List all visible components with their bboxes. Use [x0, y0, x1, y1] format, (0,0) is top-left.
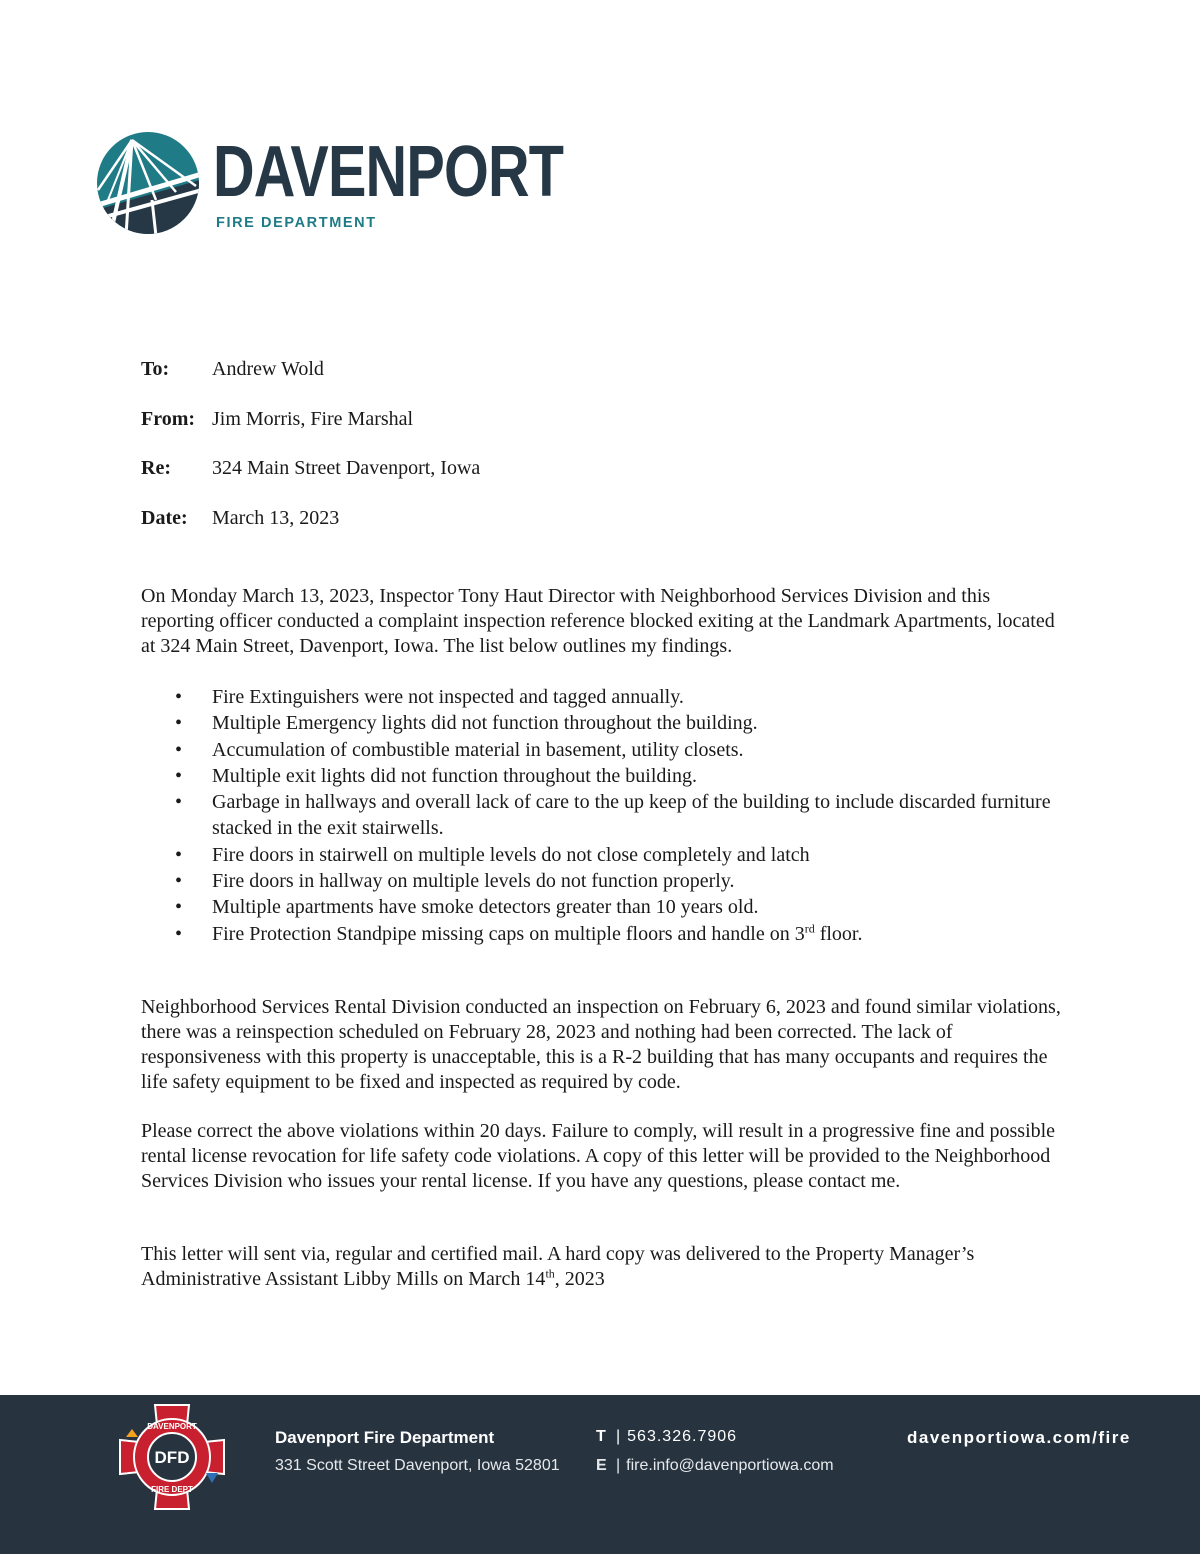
- footer-org-name: Davenport Fire Department: [275, 1428, 495, 1447]
- intro-paragraph: On Monday March 13, 2023, Inspector Tony Haut Director with Neighborhood Services Division and this reporting officer conducted a complaint inspection reference blocked exiting at the Landmark Apartments, located at 324 Main Street, Davenport, Iowa. The list below outlines my findings.: [141, 585, 1055, 657]
- ordinal-suffix: rd: [804, 921, 815, 936]
- badge-top-text: DAVENPORT: [147, 1422, 197, 1431]
- delivery-text-end: , 2023: [554, 1268, 605, 1290]
- memo-date-label: Date:: [141, 506, 188, 529]
- memo-header: [141, 358, 480, 556]
- letterhead-footer: [0, 1395, 1200, 1554]
- delivery-paragraph: [141, 1242, 1066, 1292]
- memo-re-label: Re:: [141, 457, 171, 479]
- department-logo: [96, 130, 564, 240]
- footer-email: [596, 1457, 834, 1475]
- rental-division-paragraph: Neighborhood Services Rental Division conducted an inspection on February 6, 2023 and found similar violations, there was a reinspection scheduled on February 28, 2023 and nothing had been corrected. The lack of responsiveness with this property is unacceptable, this is a R-2 building that has many occupants and requires the life safety equipment to be fixed and inspected as required by code.: [141, 996, 1061, 1093]
- list-item: • Garbage in hallways and overall lack of care to the up keep of the building to include discarded furniture stacked in the exit stairwells.: [141, 789, 1066, 842]
- list-item: • Fire Extinguishers were not inspected and tagged annually.: [141, 684, 1066, 710]
- memo-from-value: Jim Morris, Fire Marshal: [212, 407, 414, 430]
- list-item: • Multiple apartments have smoke detectors greater than 10 years old.: [141, 894, 1066, 920]
- phone-value: 563.326.7906: [627, 1428, 738, 1445]
- divider: |: [616, 1428, 622, 1445]
- standpipe-text: Fire Protection Standpipe missing caps on multiple floors and handle on 3: [212, 922, 805, 945]
- memo-re-value: 324 Main Street Davenport, Iowa: [212, 457, 481, 479]
- phone-label: T: [596, 1428, 607, 1445]
- standpipe-text-end: floor.: [814, 922, 863, 945]
- correction-notice-paragraph: Please correct the above violations within 20 days. Failure to comply, will result in a progressive fine and possible rental license revocation for life safety code violations. A copy of this letter will be provided to the Neighborhood Services Division who issues your rental license. If you have any questions, please contact me.: [141, 1120, 1056, 1192]
- memo-from-row: [141, 408, 480, 458]
- delivery-text: This letter will sent via, regular and certified mail. A hard copy was delivered to the Property Manager’s Administrative Assistant Libby Mills on March 14: [141, 1243, 975, 1290]
- list-item: • Multiple exit lights did not function throughout the building.: [141, 763, 1066, 789]
- memo-to-value: Andrew Wold: [212, 358, 324, 380]
- list-item: • Fire doors in stairwell on multiple levels do not close completely and latch: [141, 842, 1066, 868]
- footer-phone: [596, 1428, 737, 1446]
- ordinal-suffix: th: [545, 1266, 555, 1281]
- findings-list: [141, 684, 1066, 947]
- email-value: fire.info@davenportiowa.com: [626, 1457, 834, 1474]
- list-item: • Fire doors in hallway on multiple levels do not function properly.: [141, 868, 1066, 894]
- list-item: • Accumulation of combustible material in basement, utility closets.: [141, 737, 1066, 763]
- logo-subtitle: FIRE DEPARTMENT: [216, 215, 377, 231]
- divider: |: [616, 1457, 621, 1474]
- list-item: • Multiple Emergency lights did not function throughout the building.: [141, 710, 1066, 736]
- badge-bottom-text: FIRE DEPT: [151, 1485, 193, 1494]
- memo-re-row: [141, 457, 480, 507]
- memo-to-label: To:: [141, 358, 170, 380]
- badge-center-text: DFD: [154, 1448, 190, 1467]
- email-label: E: [596, 1457, 607, 1474]
- bridge-emblem-icon: [96, 130, 200, 236]
- memo-date-row: [141, 507, 480, 557]
- footer-address: 331 Scott Street Davenport, Iowa 52801: [275, 1457, 560, 1474]
- fire-badge-icon: [116, 1401, 228, 1513]
- footer-website: davenportiowa.com/fire: [907, 1428, 1131, 1447]
- logo-wordmark: DAVENPORT: [213, 132, 564, 212]
- memo-date-value: March 13, 2023: [212, 506, 340, 529]
- memo-from-label: From:: [141, 407, 196, 430]
- memo-to-row: [141, 358, 480, 408]
- list-item-standpipe: [141, 921, 1066, 947]
